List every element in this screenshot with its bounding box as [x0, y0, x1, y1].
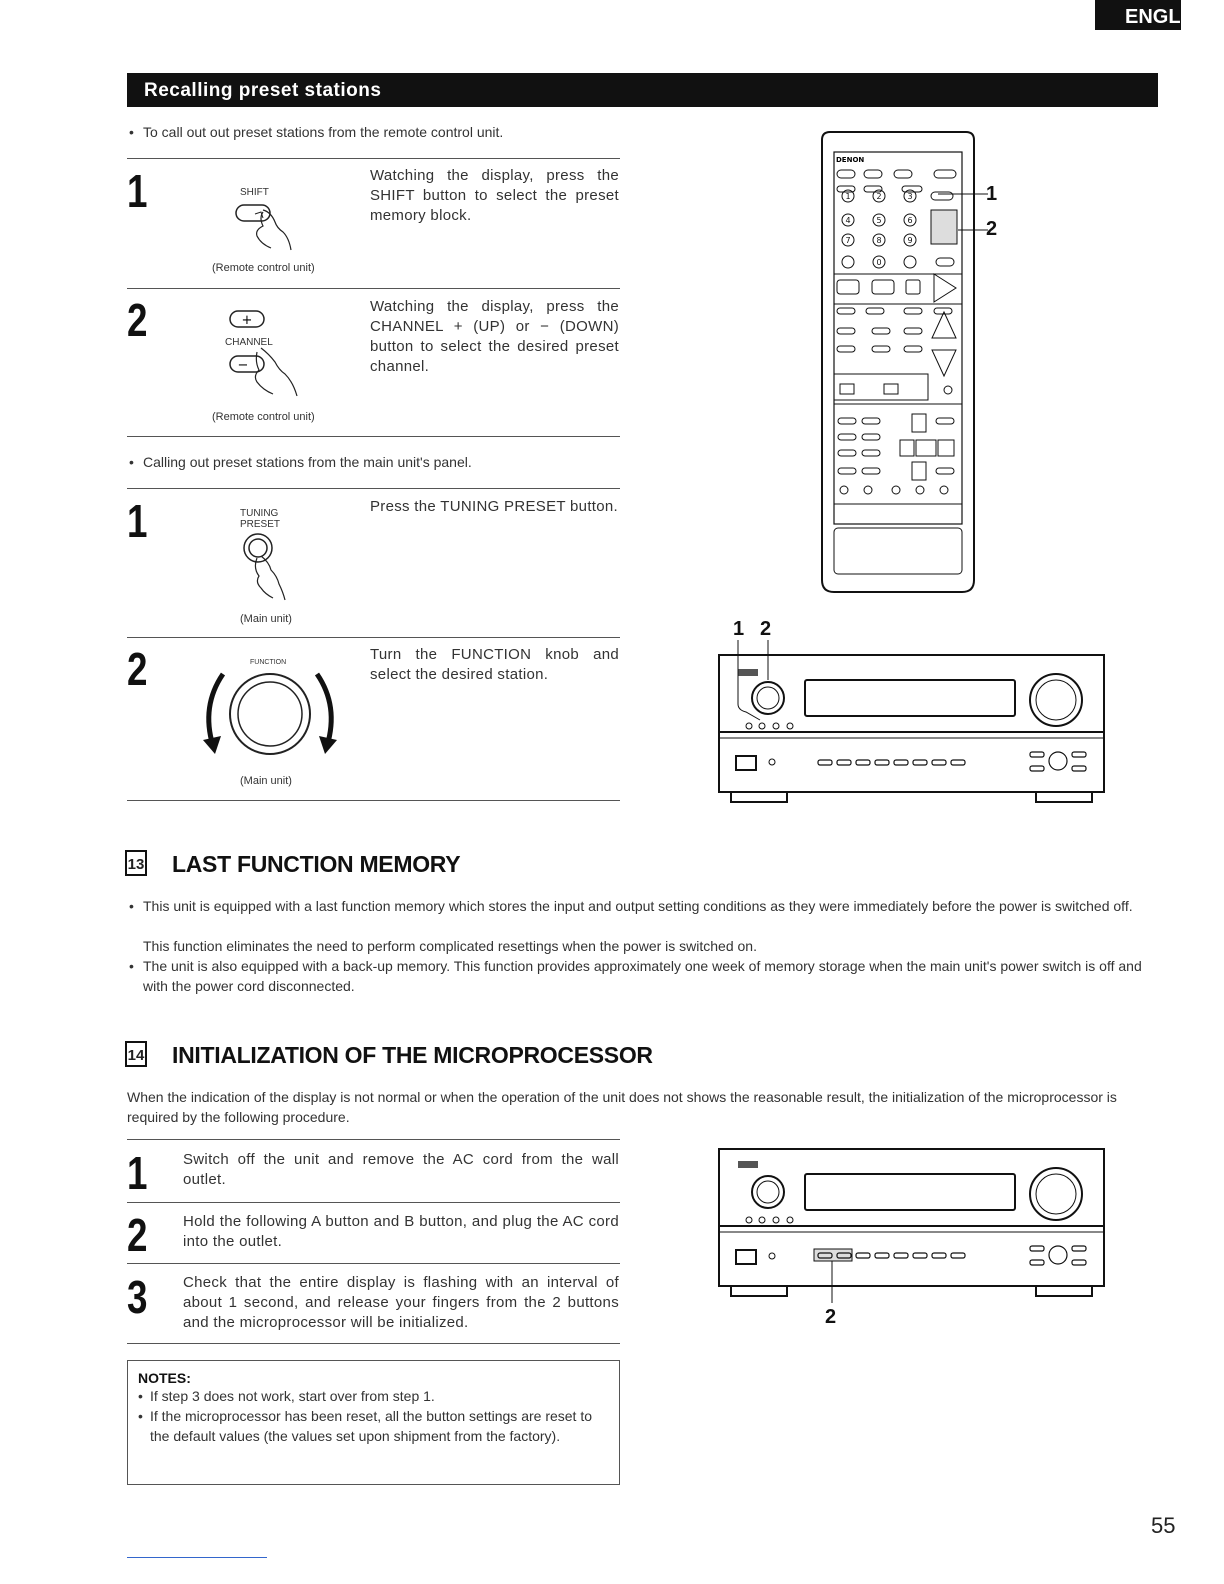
svg-text:7: 7	[845, 236, 851, 245]
heading-last-function-memory: LAST FUNCTION MEMORY	[172, 851, 461, 877]
receiver-callout-2b: 2	[825, 1306, 837, 1328]
step-text: Check that the entire display is flashing with an interval of about 1 second, and release your fingers from the 2 buttons and the microprocessor will be initialized.	[183, 1274, 619, 1331]
step-number: 1	[127, 1147, 148, 1199]
remote-intro: • To call out out preset stations from the remote control unit.	[143, 122, 613, 142]
svg-text:8: 8	[876, 236, 882, 245]
main-intro: • Calling out preset stations from the main unit's panel.	[143, 452, 613, 472]
receiver-callout-2: 2	[760, 618, 772, 640]
remote-callout-1: 1	[986, 183, 998, 205]
step-text: Turn the FUNCTION knob and select the desired station.	[370, 646, 619, 683]
section-number-13: 13	[125, 850, 147, 876]
bullet-text: The unit is also equipped with a back-up memory. This function provides approximately one week of memory storage when the main unit's power switch is off and with the power cord disconnected.	[143, 958, 1142, 994]
tuning-preset-button-icon	[235, 532, 305, 602]
svg-text:9: 9	[907, 236, 913, 245]
divider	[127, 800, 620, 801]
shift-label: SHIFT	[240, 187, 269, 198]
caption: (Remote control unit)	[212, 262, 315, 274]
svg-text:4: 4	[845, 216, 851, 225]
svg-text:+: +	[241, 313, 253, 328]
remote-brand: DENON	[836, 156, 865, 164]
svg-text:−: −	[237, 358, 249, 373]
caption: (Remote control unit)	[212, 411, 315, 423]
section-title-recalling: Recalling preset stations	[127, 73, 1158, 107]
last-memory-extra: This function eliminates the need to perform complicated resettings when the power is switched on.	[143, 938, 757, 954]
channel-label: CHANNEL	[225, 337, 273, 348]
divider	[127, 436, 620, 437]
remote-callout-2: 2	[986, 218, 998, 240]
svg-text:0: 0	[876, 258, 882, 267]
divider	[127, 488, 620, 489]
function-knob-icon	[195, 664, 345, 774]
note-item: • If step 3 does not work, start over from step 1.	[138, 1386, 609, 1406]
divider	[127, 1139, 620, 1140]
divider	[127, 637, 620, 638]
step-text: Switch off the unit and remove the AC cord from the wall outlet.	[183, 1151, 619, 1188]
svg-text:3: 3	[907, 192, 913, 201]
shift-button-icon	[225, 200, 315, 260]
receiver-illustration	[716, 640, 1108, 812]
divider	[127, 1263, 620, 1264]
tuning-preset-label	[240, 508, 281, 530]
receiver-illustration-2	[716, 1145, 1108, 1305]
svg-text:1: 1	[845, 192, 851, 201]
note-item: • If the microprocessor has been reset, all the button settings are reset to the default values (the values set upon shipment from the factory).	[138, 1406, 609, 1446]
step-number: 2	[127, 643, 148, 695]
channel-buttons-icon	[225, 308, 325, 404]
last-memory-bullet-1: • This unit is equipped with a last function memory which stores the input and output setting conditions as they were immediately before the power is switched off.	[129, 898, 1133, 914]
last-memory-bullet-2: • The unit is also equipped with a back-up memory. This function provides approximately one week of memory storage when the main unit's power switch is off and with the power cord disconnected.	[129, 958, 1142, 994]
step-number: 2	[127, 1209, 148, 1261]
notes-box	[127, 1360, 620, 1485]
caption: (Main unit)	[240, 775, 292, 787]
receiver-callout-1: 1	[733, 618, 745, 640]
svg-text:5: 5	[876, 216, 882, 225]
step-number: 1	[127, 165, 148, 217]
tuning-label: TUNING	[240, 508, 279, 519]
step-text: Watching the display, press the CHANNEL + (UP) or − (DOWN) button to select the desired preset channel.	[370, 298, 619, 375]
divider	[127, 158, 620, 159]
step-number: 2	[127, 294, 148, 346]
preset-label: PRESET	[240, 519, 281, 530]
footer-line	[127, 1557, 267, 1558]
init-intro: When the indication of the display is not normal or when the operation of the unit does not shows the reasonable result, the initialization of the microprocessor is required by the following procedure.	[127, 1089, 1117, 1125]
svg-text:2: 2	[876, 192, 882, 201]
section-number-14: 14	[125, 1041, 147, 1067]
step-number: 3	[127, 1271, 148, 1323]
language-tab: ENGL	[1095, 0, 1181, 30]
step-text: Press the TUNING PRESET button.	[370, 498, 619, 515]
divider	[127, 1343, 620, 1344]
divider	[127, 288, 620, 289]
bullet-text: This unit is equipped with a last function memory which stores the input and output setting conditions as they were immediately before the power is switched off.	[143, 898, 1133, 914]
page-number: 55	[1151, 1513, 1176, 1538]
svg-text:6: 6	[907, 216, 913, 225]
divider	[127, 1202, 620, 1203]
step-text: Hold the following A button and B button, and plug the AC cord into the outlet.	[183, 1213, 619, 1250]
heading-initialization: INITIALIZATION OF THE MICROPROCESSOR	[172, 1042, 653, 1068]
step-text: Watching the display, press the SHIFT button to select the preset memory block.	[370, 167, 619, 224]
step-number: 1	[127, 495, 148, 547]
function-label: FUNCTION	[250, 659, 287, 666]
caption: (Main unit)	[240, 613, 292, 625]
notes-title: NOTES:	[138, 1370, 191, 1386]
